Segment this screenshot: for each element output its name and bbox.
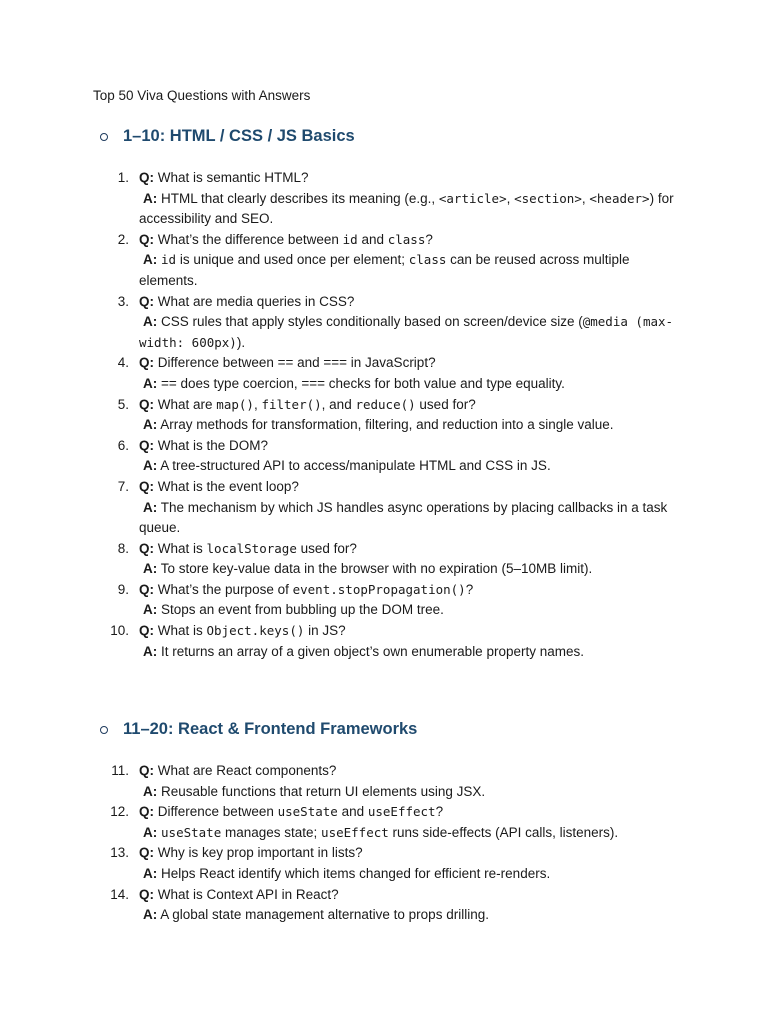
item-number: 4.: [117, 355, 129, 371]
question-line: Q: Difference between == and === in JavaScript?: [139, 355, 436, 371]
answer-line: A: Array methods for transformation, filtering, and reduction into a single value.: [143, 417, 614, 433]
answer-line: A: The mechanism by which JS handles async operations by placing callbacks in a task queue.: [139, 499, 668, 536]
question-line: Q: What is Context API in React?: [139, 886, 339, 902]
qa-item: [0, 292, 768, 354]
a-label: A:: [143, 314, 158, 330]
qa-item: [0, 580, 768, 621]
qa-item: [0, 436, 768, 477]
a-label: A:: [143, 865, 158, 881]
item-number: 2.: [117, 231, 129, 247]
answer-line: A: A global state management alternative to props drilling.: [143, 907, 489, 923]
qa-item: [0, 539, 768, 580]
qa-item: [0, 885, 768, 926]
question-line: Q: What is the event loop?: [139, 478, 299, 494]
answer-line: A: It returns an array of a given object’s own enumerable property names.: [143, 643, 584, 659]
item-number: 8.: [117, 540, 129, 556]
section-heading-text: 1–10: HTML / CSS / JS Basics: [123, 127, 355, 145]
answer-line: A: HTML that clearly describes its meaning (e.g., <article>, <section>, <header>) for accessibility and SEO.: [139, 190, 674, 227]
question-line: Q: What is localStorage used for?: [139, 540, 357, 556]
a-label: A:: [143, 907, 158, 923]
item-number: 10.: [110, 623, 129, 639]
q-label: Q:: [139, 396, 154, 412]
qa-item: [0, 761, 768, 802]
answer-line: A: CSS rules that apply styles conditionally based on screen/device size (@media (max-width: 600px)).: [139, 314, 674, 350]
q-label: Q:: [139, 540, 154, 556]
question-line: Q: What are media queries in CSS?: [139, 293, 355, 309]
q-label: Q:: [139, 623, 154, 639]
qa-item: [0, 168, 768, 230]
item-number: 14.: [110, 886, 129, 902]
section-heading-text: 11–20: React & Frontend Frameworks: [123, 720, 418, 738]
qa-item: [0, 477, 768, 539]
answer-line: A: useState manages state; useEffect runs side-effects (API calls, listeners).: [143, 824, 619, 840]
item-number: 3.: [117, 293, 129, 309]
q-label: Q:: [139, 886, 154, 902]
q-label: Q:: [139, 478, 154, 494]
qa-item: [0, 353, 768, 394]
a-label: A:: [143, 190, 158, 206]
q-label: Q:: [139, 437, 154, 453]
answer-line: A: id is unique and used once per element; class can be reused across multiple elements.: [139, 252, 630, 288]
item-number: 9.: [117, 581, 129, 597]
question-line: Q: What’s the purpose of event.stopPropagation()?: [139, 581, 474, 597]
qa-item: [0, 395, 768, 436]
a-label: A:: [143, 602, 158, 618]
question-line: Q: What are React components?: [139, 763, 337, 778]
a-label: A:: [143, 643, 158, 659]
qa-item: [0, 230, 768, 292]
answer-line: A: A tree-structured API to access/manipulate HTML and CSS in JS.: [143, 458, 551, 474]
item-number: 7.: [117, 478, 129, 494]
a-label: A:: [143, 375, 158, 391]
question-line: Q: Difference between useState and useEffect?: [139, 804, 444, 820]
item-number: 1.: [117, 170, 129, 185]
item-number: 5.: [117, 396, 129, 412]
question-line: Q: What is Object.keys() in JS?: [139, 623, 346, 639]
qa-item: [0, 621, 768, 662]
q-label: Q:: [139, 845, 154, 861]
question-line: Q: What’s the difference between id and class?: [139, 231, 433, 247]
answer-line: A: Reusable functions that return UI elements using JSX.: [143, 783, 486, 799]
item-number: 11.: [111, 763, 129, 778]
q-label: Q:: [139, 170, 154, 185]
q-label: Q:: [139, 231, 154, 247]
qa-item: [0, 802, 768, 843]
question-line: Q: What are map(), filter(), and reduce() used for?: [139, 396, 476, 412]
item-number: 13.: [110, 845, 129, 861]
answer-line: A: Helps React identify which items changed for efficient re-renders.: [143, 865, 551, 881]
document-title: Top 50 Viva Questions with Answers: [93, 88, 311, 103]
question-line: Q: What is semantic HTML?: [139, 170, 309, 185]
question-line: Q: What is the DOM?: [139, 437, 269, 453]
a-label: A:: [143, 783, 158, 799]
q-label: Q:: [139, 581, 154, 597]
section-heading-react: [100, 720, 417, 739]
answer-line: A: To store key-value data in the browser with no expiration (5–10MB limit).: [143, 561, 593, 577]
qa-list-basics: [0, 168, 768, 662]
a-label: A:: [143, 499, 158, 515]
answer-line: A: Stops an event from bubbling up the DOM tree.: [143, 602, 444, 618]
a-label: A:: [143, 252, 158, 268]
q-label: Q:: [139, 293, 154, 309]
hollow-circle-bullet-icon: [100, 726, 108, 734]
a-label: A:: [143, 458, 158, 474]
item-number: 6.: [117, 437, 129, 453]
qa-item: [0, 843, 768, 884]
a-label: A:: [143, 561, 158, 577]
qa-list-react: [0, 761, 768, 926]
q-label: Q:: [139, 763, 154, 778]
a-label: A:: [143, 824, 158, 840]
hollow-circle-bullet-icon: [100, 133, 108, 141]
q-label: Q:: [139, 355, 154, 371]
question-line: Q: Why is key prop important in lists?: [139, 845, 363, 861]
item-number: 12.: [110, 804, 129, 820]
q-label: Q:: [139, 804, 154, 820]
a-label: A:: [143, 417, 158, 433]
answer-line: A: == does type coercion, === checks for both value and type equality.: [143, 375, 565, 391]
section-heading-basics: [100, 127, 355, 146]
